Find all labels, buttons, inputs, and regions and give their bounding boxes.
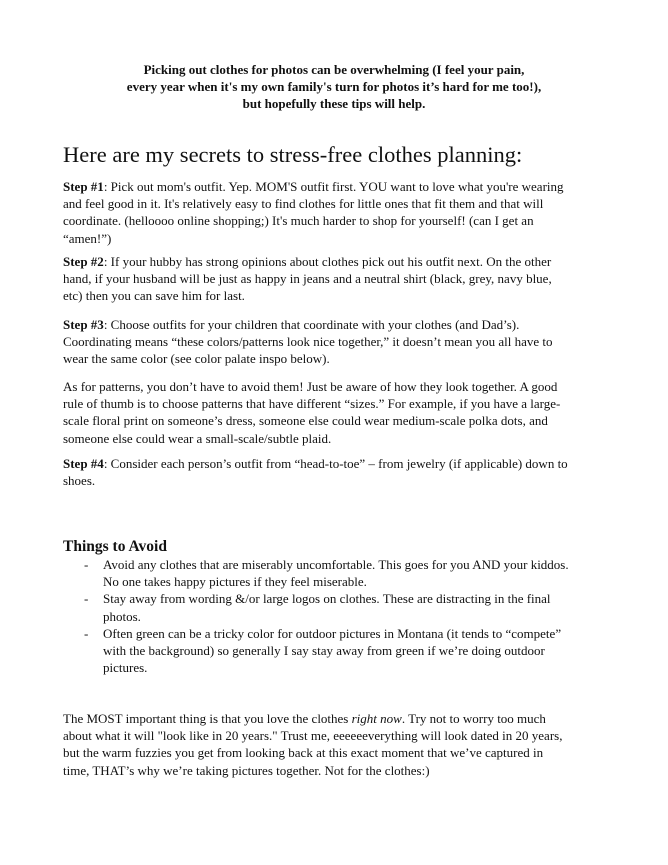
step-4-paragraph (63, 455, 608, 489)
closing-line-2: about what it will "look like in 20 years." Trust me, eeeeeeverything will look dated in 20 years, (63, 728, 563, 744)
patterns-line-2: rule of thumb is to choose patterns that have different “sizes.” For example, if you have a large- (63, 396, 561, 412)
step-3-label: Step #3 (63, 317, 104, 332)
avoid-heading: Things to Avoid (63, 538, 167, 555)
page-heading: Here are my secrets to stress-free clothes planning: (63, 142, 523, 167)
avoid-item-1-line-2: No one takes happy pictures if they feel miserable. (103, 574, 367, 590)
step-2-line-3: etc) then you can save him for last. (63, 288, 245, 304)
step-1-line-4: “amen!”) (63, 230, 112, 246)
step-4-line-2: shoes. (63, 473, 96, 489)
avoid-item (63, 556, 608, 590)
patterns-line-4: someone else could wear a small-scale/subtle plaid. (63, 430, 332, 446)
avoid-item-3-line-1: Often green can be a tricky color for outdoor pictures in Montana (it tends to “compete” (103, 625, 562, 641)
step-3-line-1: : Choose outfits for your children that coordinate with your clothes (and Dad’s). (103, 317, 520, 332)
step-3-paragraph (63, 316, 608, 368)
avoid-item (63, 625, 608, 677)
avoid-item-3-line-2: with the background) so generally I say stay away from green if we’re doing outdoor (103, 643, 545, 659)
avoid-item-2-line-2: photos. (103, 608, 141, 624)
closing-emphasis: right now (351, 711, 402, 726)
closing-line-1-start: The MOST important thing is that you love the clothes (63, 711, 352, 726)
avoid-list (63, 556, 608, 676)
step-1-line-3: coordinate. (helloooo online shopping;) It's much harder to shop for yourself! (can I get an (63, 213, 534, 229)
intro-line-1: Picking out clothes for photos can be overwhelming (I feel your pain, (143, 62, 525, 77)
closing-line-4: time, THAT’s why we’re taking pictures together. Not for the clothes:) (63, 762, 430, 778)
step-1-paragraph (63, 178, 608, 247)
patterns-line-3: scale floral print on someone’s dress, someone else could wear medium-scale polka dots, and (63, 413, 548, 429)
intro-line-3: but hopefully these tips will help. (242, 96, 426, 111)
closing-line-3: but the warm fuzzies you get from looking back at this exact moment that we’ve captured in (63, 745, 544, 761)
step-4-label: Step #4 (63, 456, 104, 471)
step-2-line-1: : If your hubby has strong opinions about clothes pick out his outfit next. On the other (103, 254, 552, 269)
intro-text (60, 61, 608, 112)
avoid-item-1-line-1: Avoid any clothes that are miserably uncomfortable. This goes for you AND your kiddos. (103, 557, 569, 572)
avoid-item-2-line-1: Stay away from wording &/or large logos on clothes. These are distracting in the final (103, 591, 551, 607)
patterns-paragraph (63, 378, 608, 447)
step-3-line-2: Coordinating means “these colors/patterns look nice together,” it doesn’t mean you all have to (63, 334, 553, 350)
intro-line-2: every year when it's my own family's turn for photos it’s hard for me too!), (126, 79, 542, 94)
step-2-line-2: hand, if your husband will be just as happy in jeans and a neutral shirt (black, grey, navy blue, (63, 271, 552, 287)
step-1-line-1: : Pick out mom's outfit. Yep. MOM'S outfit first. YOU want to love what you're wearing (103, 179, 564, 194)
avoid-item-3-line-3: pictures. (103, 660, 148, 676)
bullet-dash: - (84, 625, 89, 641)
bullet-dash: - (84, 557, 89, 572)
closing-line-1-end: . Try not to worry too much (401, 711, 546, 726)
step-1-line-2: and feel good in it. It's relatively easy to find clothes for little ones that fit them and that will (63, 196, 544, 212)
patterns-line-1: As for patterns, you don’t have to avoid them! Just be aware of how they look together. A good (63, 379, 558, 394)
bullet-dash: - (84, 591, 89, 607)
step-1-label: Step #1 (63, 179, 104, 194)
step-2-label: Step #2 (63, 254, 104, 269)
step-3-line-3: wear the same color (see color palate inspo below). (63, 351, 330, 367)
step-4-line-1: : Consider each person’s outfit from “head-to-toe” – from jewelry (if applicable) down to (103, 456, 568, 471)
avoid-item (63, 590, 608, 624)
step-2-paragraph (63, 253, 608, 305)
closing-paragraph (63, 710, 608, 779)
